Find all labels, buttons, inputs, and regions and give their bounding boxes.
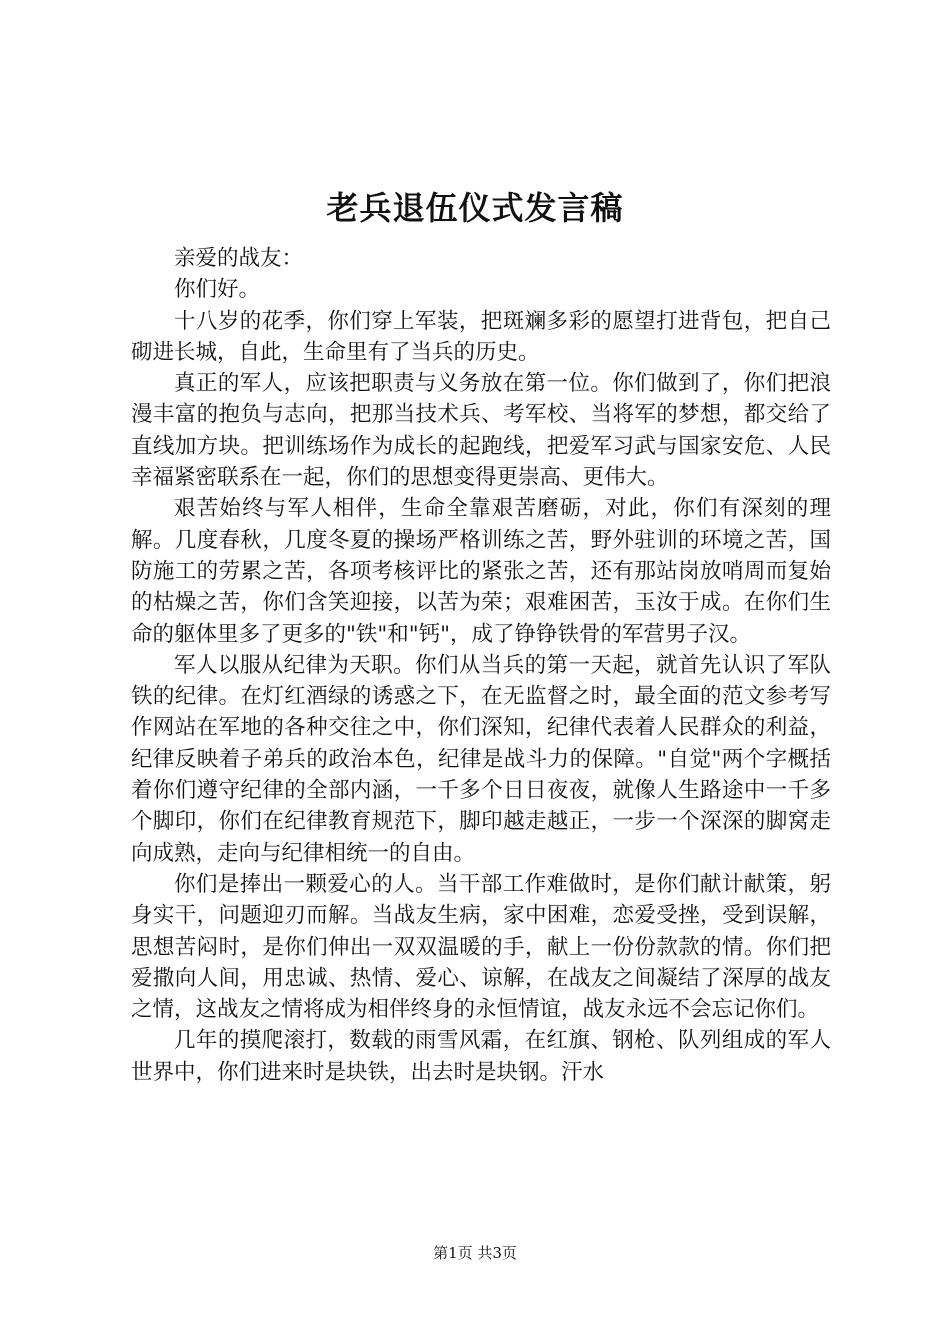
paragraph: 军人以服从纪律为天职。你们从当兵的第一天起，就首先认识了军队铁的纪律。在灯红酒绿的诱惑之下，在无监督之时，最全面的范文参考写作网站在军地的各种交往之中，你们深知，纪律代表着人民群众的利益，纪律反映着子弟兵的政治本色，纪律是战斗力的保障。"自觉"两个字概括着你们遵守纪律的全部内涵，一千多个日日夜夜，就像人生路途中一千多个脚印，你们在纪律教育规范下，脚印越走越正，一步一个深深的脚窝走向成熟，走向与纪律相统一的自由。 bbox=[131, 652, 831, 866]
paragraph-hello: 你们好。 bbox=[174, 277, 261, 303]
paragraph: 几年的摸爬滚打，数载的雨雪风霜，在红旗、钢枪、队列组成的军人世界中，你们进来时是块铁，出去时是块钢。汗水 bbox=[131, 1028, 831, 1085]
paragraph: 真正的军人，应该把职责与义务放在第一位。你们做到了，你们把浪漫丰富的抱负与志向，把那当技术兵、考军校、当将军的梦想，都交给了直线加方块。把训练场作为成长的起跑线，把爱军习武与国家安危、人民幸福紧密联系在一起，你们的思想变得更崇高、更伟大。 bbox=[131, 371, 831, 491]
document-body bbox=[131, 243, 831, 1088]
paragraph-greeting: 亲爱的战友： bbox=[174, 246, 304, 271]
paragraph: 十八岁的花季，你们穿上军装，把斑斓多彩的愿望打进背包，把自己砌进长城，自此，生命里有了当兵的历史。 bbox=[131, 308, 831, 365]
paragraph: 你们是捧出一颗爱心的人。当干部工作难做时，是你们献计献策，躬身实干，问题迎刃而解。当战友生病，家中困难，恋爱受挫，受到误解，思想苦闷时，是你们伸出一双双温暖的手，献上一份份款款的情。你们把爱撒向人间，用忠诚、热情、爱心、谅解，在战友之间凝结了深厚的战友之情，这战友之情将成为相伴终身的永恒情谊，战友永远不会忘记你们。 bbox=[131, 871, 831, 1023]
page-number-footer: 第1页 共3页 bbox=[433, 1244, 517, 1262]
document-title: 老兵退伍仪式发言稿 bbox=[326, 189, 624, 227]
paragraph: 艰苦始终与军人相伴，生命全靠艰苦磨砺，对此，你们有深刻的理解。几度春秋，几度冬夏的操场严格训练之苦，野外驻训的环境之苦，国防施工的劳累之苦，各项考核评比的紧张之苦，还有那站岗放哨周而复始的枯燥之苦，你们含笑迎接，以苦为荣；艰难困苦，玉汝于成。在你们生命的躯体里多了更多的"铁"和"钙"，成了铮铮铁骨的军营男子汉。 bbox=[131, 496, 831, 647]
